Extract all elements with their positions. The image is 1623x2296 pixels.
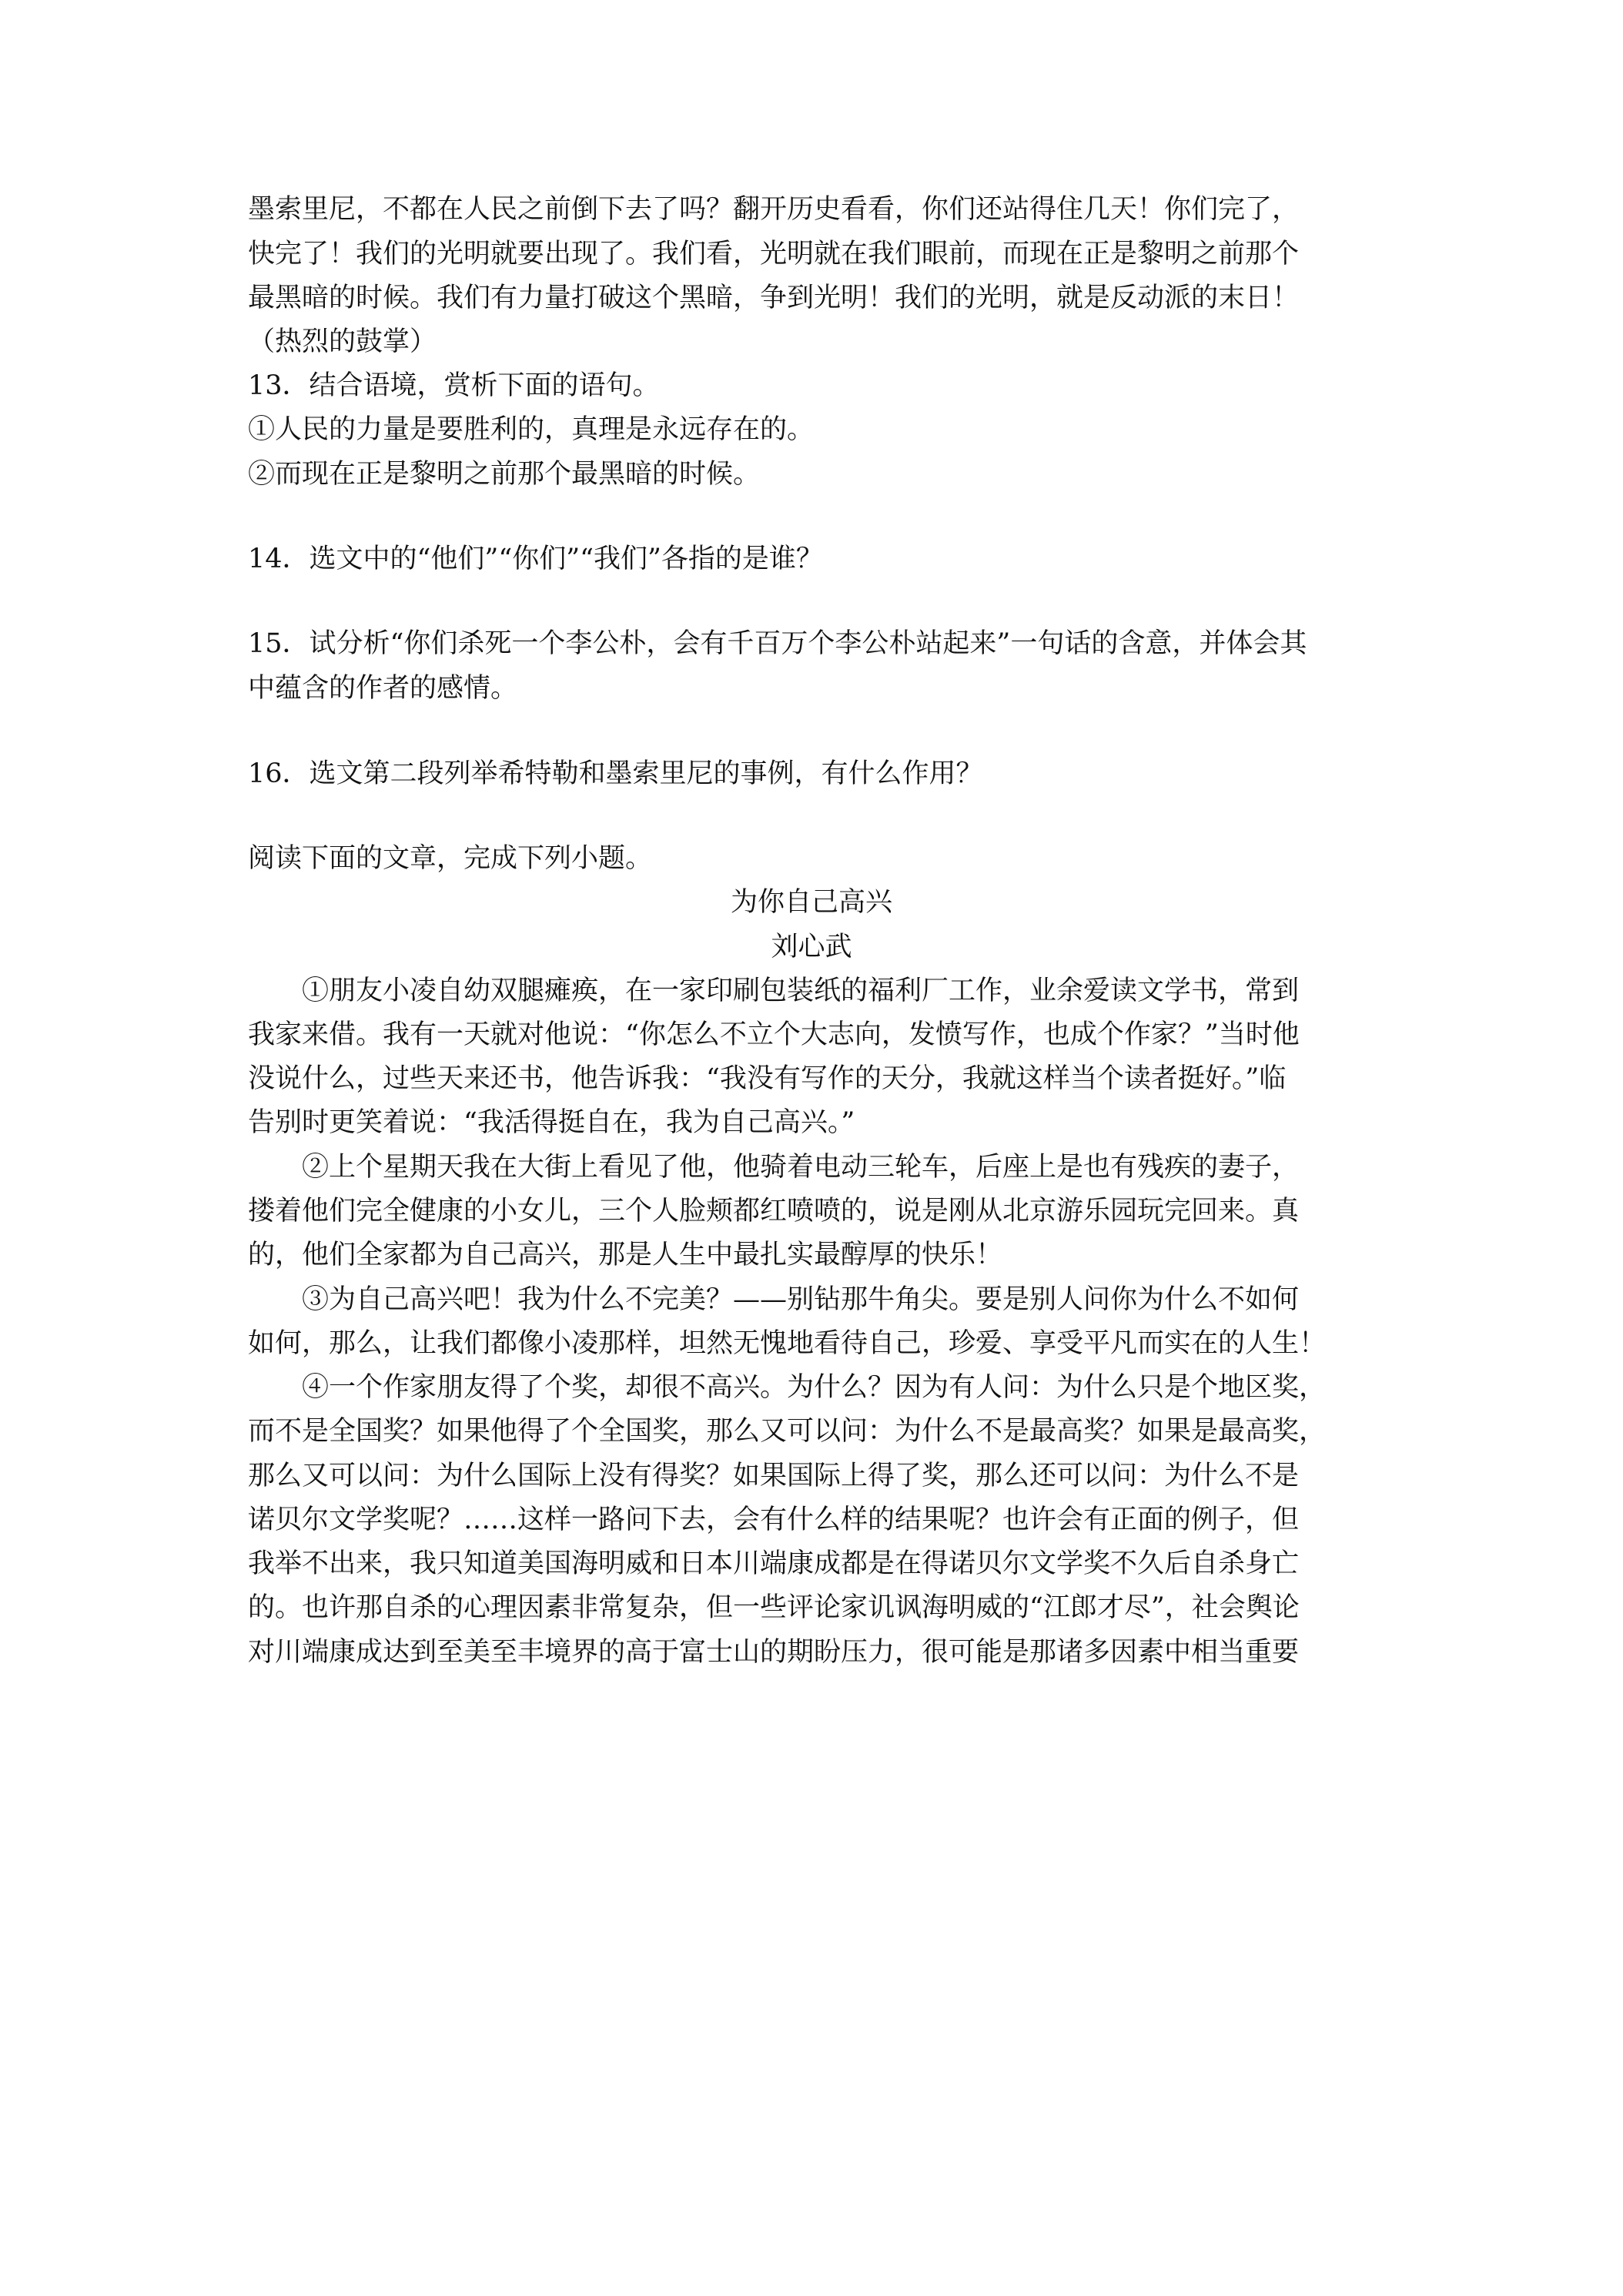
- paragraph-line: 告别时更笑着说：“我活得挺自在，我为自己高兴。”: [248, 1107, 855, 1138]
- question-13-item: ②而现在正是黎明之前那个最黑暗的时候。: [248, 459, 761, 490]
- paragraph-line: 的。也许那自杀的心理因素非常复杂，但一些评论家讥讽海明威的“江郎才尽”，社会舆论: [248, 1592, 1300, 1623]
- paragraph-line: ②上个星期天我在大街上看见了他，他骑着电动三轮车，后座上是也有残疾的妻子，: [302, 1152, 1300, 1183]
- paragraph-line: ③为自己高兴吧！我为什么不完美？——别钻那牛角尖。要是别人问你为什么不如何: [302, 1284, 1300, 1315]
- question-14: 14．选文中的“他们”“你们”“我们”各指的是谁？: [248, 544, 823, 574]
- paragraph-line: 的，他们全家都为自己高兴，那是人生中最扎实最醇厚的快乐！: [248, 1240, 1003, 1270]
- speech-line: 墨索里尼，不都在人民之前倒下去了吗？翻开历史看看，你们还站得住几天！你们完了，: [248, 194, 1300, 225]
- paragraph-line: 对川端康成达到至美至丰境界的高于富士山的期盼压力，很可能是那诸多因素中相当重要: [248, 1637, 1300, 1668]
- speech-line: （热烈的鼓掌）: [248, 326, 437, 357]
- article-author: 刘心武: [771, 932, 852, 962]
- paragraph-line: 搂着他们完全健康的小女儿，三个人脸颊都红喷喷的，说是刚从北京游乐园玩完回来。真: [248, 1196, 1300, 1227]
- paragraph-line: 那么又可以问：为什么国际上没有得奖？如果国际上得了奖，那么还可以问：为什么不是: [248, 1461, 1300, 1491]
- paragraph-line: ④一个作家朋友得了个奖，却很不高兴。为什么？因为有人问：为什么只是个地区奖，: [302, 1372, 1327, 1403]
- paragraph-line: 如何，那么，让我们都像小凌那样，坦然无愧地看待自己，珍爱、享受平凡而实在的人生！: [248, 1328, 1327, 1359]
- paragraph-line: 而不是全国奖？如果他得了个全国奖，那么又可以问：为什么不是最高奖？如果是最高奖，: [248, 1416, 1327, 1447]
- paragraph-line: ①朋友小凌自幼双腿瘫痪，在一家印刷包装纸的福利厂工作，业余爱读文学书，常到: [302, 976, 1300, 1006]
- question-13-stem: 13．结合语境，赏析下面的语句。: [248, 370, 660, 401]
- question-13-item: ①人民的力量是要胜利的，真理是永远存在的。: [248, 414, 815, 445]
- question-15-line: 中蕴含的作者的感情。: [248, 673, 518, 704]
- paragraph-line: 我举不出来，我只知道美国海明威和日本川端康成都是在得诺贝尔文学奖不久后自杀身亡: [248, 1548, 1300, 1579]
- article-title: 为你自己高兴: [730, 887, 892, 918]
- reading-instruction: 阅读下面的文章，完成下列小题。: [248, 843, 653, 874]
- paragraph-line: 诺贝尔文学奖呢？……这样一路问下去，会有什么样的结果呢？也许会有正面的例子，但: [248, 1504, 1300, 1535]
- question-15-line: 15．试分析“你们杀死一个李公朴，会有千百万个李公朴站起来”一句话的含意，并体会其: [248, 628, 1307, 659]
- speech-line: 最黑暗的时候。我们有力量打破这个黑暗，争到光明！我们的光明，就是反动派的末日！: [248, 283, 1300, 313]
- paragraph-line: 没说什么，过些天来还书，他告诉我：“我没有写作的天分，我就这样当个读者挺好。”临: [248, 1063, 1287, 1094]
- question-16: 16．选文第二段列举希特勒和墨索里尼的事例，有什么作用？: [248, 758, 983, 789]
- speech-line: 快完了！我们的光明就要出现了。我们看，光明就在我们眼前，而现在正是黎明之前那个: [248, 239, 1300, 269]
- paragraph-line: 我家来借。我有一天就对他说：“你怎么不立个大志向，发愤写作，也成个作家？”当时他: [248, 1019, 1300, 1050]
